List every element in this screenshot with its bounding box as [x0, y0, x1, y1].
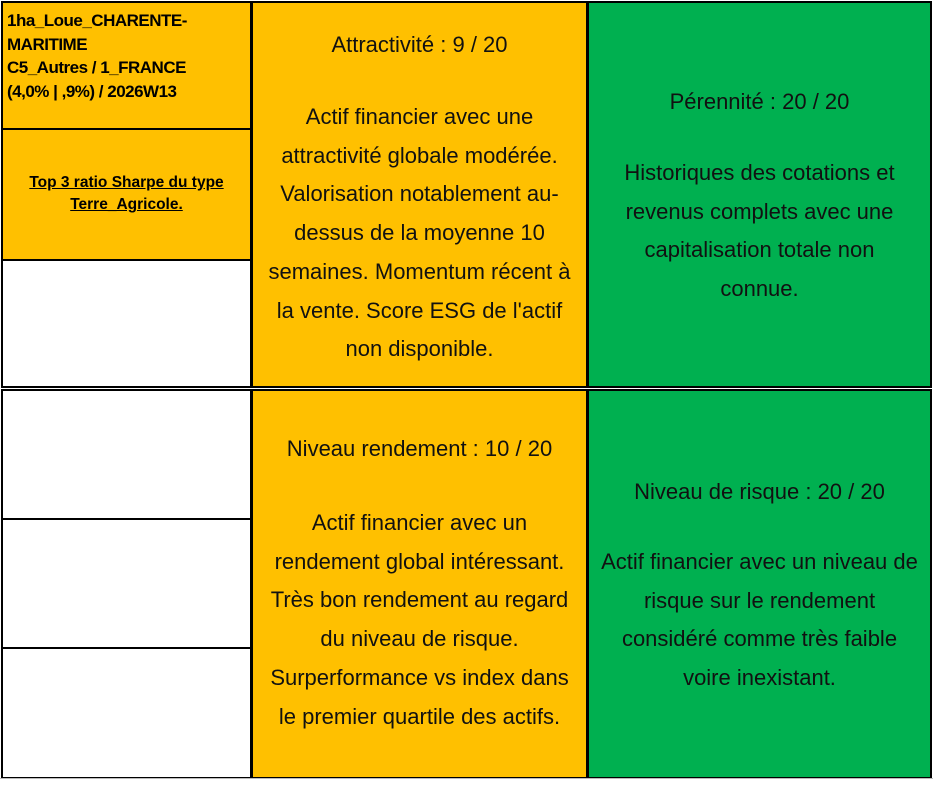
- rendement-title: Niveau rendement : 10 / 20: [286, 436, 553, 461]
- bottom-divider: [0, 778, 933, 779]
- sharpe-ranking-cell: [1, 128, 252, 261]
- risque-line: Actif financier avec un niveau de: [601, 549, 918, 574]
- risque-line: voire inexistant.: [683, 665, 836, 691]
- empty-cell: [1, 259, 252, 388]
- sharpe-ranking-line-1: Top 3 ratio Sharpe du type: [29, 174, 224, 191]
- sharpe-ranking-line-2: Terre_Agricole.: [70, 196, 183, 213]
- attractivite-title: Attractivité : 9 / 20: [331, 32, 508, 57]
- risque-title: Niveau de risque : 20 / 20: [634, 479, 885, 504]
- empty-cell: [1, 518, 252, 649]
- perennite-description: [624, 154, 894, 309]
- attractivite-description: [268, 98, 570, 369]
- attractivite-panel: [251, 1, 588, 388]
- attractivite-line: Valorisation notablement au-: [280, 181, 559, 207]
- rendement-panel: [251, 389, 588, 779]
- risque-description: [601, 543, 918, 698]
- perennite-line: revenus complets avec une: [625, 198, 894, 224]
- attractivite-line: attractivité globale modérée.: [281, 142, 558, 168]
- attractivite-line: semaines. Momentum récent à: [268, 258, 571, 284]
- perennite-line: capitalisation totale non: [644, 237, 875, 263]
- rendement-description: [270, 504, 568, 736]
- asset-name-line-2: MARITIME: [7, 34, 88, 54]
- attractivite-line: Actif financier avec une: [305, 104, 534, 129]
- empty-cell: [1, 647, 252, 779]
- rendement-line: rendement global intéressant.: [274, 548, 565, 574]
- perennite-title: Pérennité : 20 / 20: [669, 89, 850, 114]
- empty-cell: [1, 389, 252, 520]
- attractivite-line: dessus de la moyenne 10: [294, 220, 545, 246]
- risque-line: considéré comme très faible: [621, 626, 898, 652]
- perennite-line: connue.: [720, 276, 799, 302]
- asset-stats-line: (4,0% | ,9%) / 2026W13: [7, 81, 177, 101]
- rendement-line: Actif financier avec un: [311, 510, 528, 535]
- asset-name-line-1: 1ha_Loue_CHARENTE-: [7, 11, 187, 30]
- rendement-line: du niveau de risque.: [320, 626, 519, 652]
- rendement-line: Très bon rendement au regard: [270, 587, 569, 613]
- asset-header-cell: [1, 1, 252, 130]
- risque-panel: [587, 389, 932, 779]
- perennite-line: Historiques des cotations et: [624, 160, 895, 185]
- attractivite-line: non disponible.: [345, 336, 494, 362]
- asset-category-line: C5_Autres / 1_FRANCE: [7, 58, 186, 77]
- perennite-panel: [587, 1, 932, 388]
- risque-line: risque sur le rendement: [643, 587, 876, 613]
- rendement-line: le premier quartile des actifs.: [278, 703, 561, 729]
- attractivite-line: la vente. Score ESG de l'actif: [276, 297, 563, 323]
- rendement-line: Surperformance vs index dans: [270, 664, 569, 690]
